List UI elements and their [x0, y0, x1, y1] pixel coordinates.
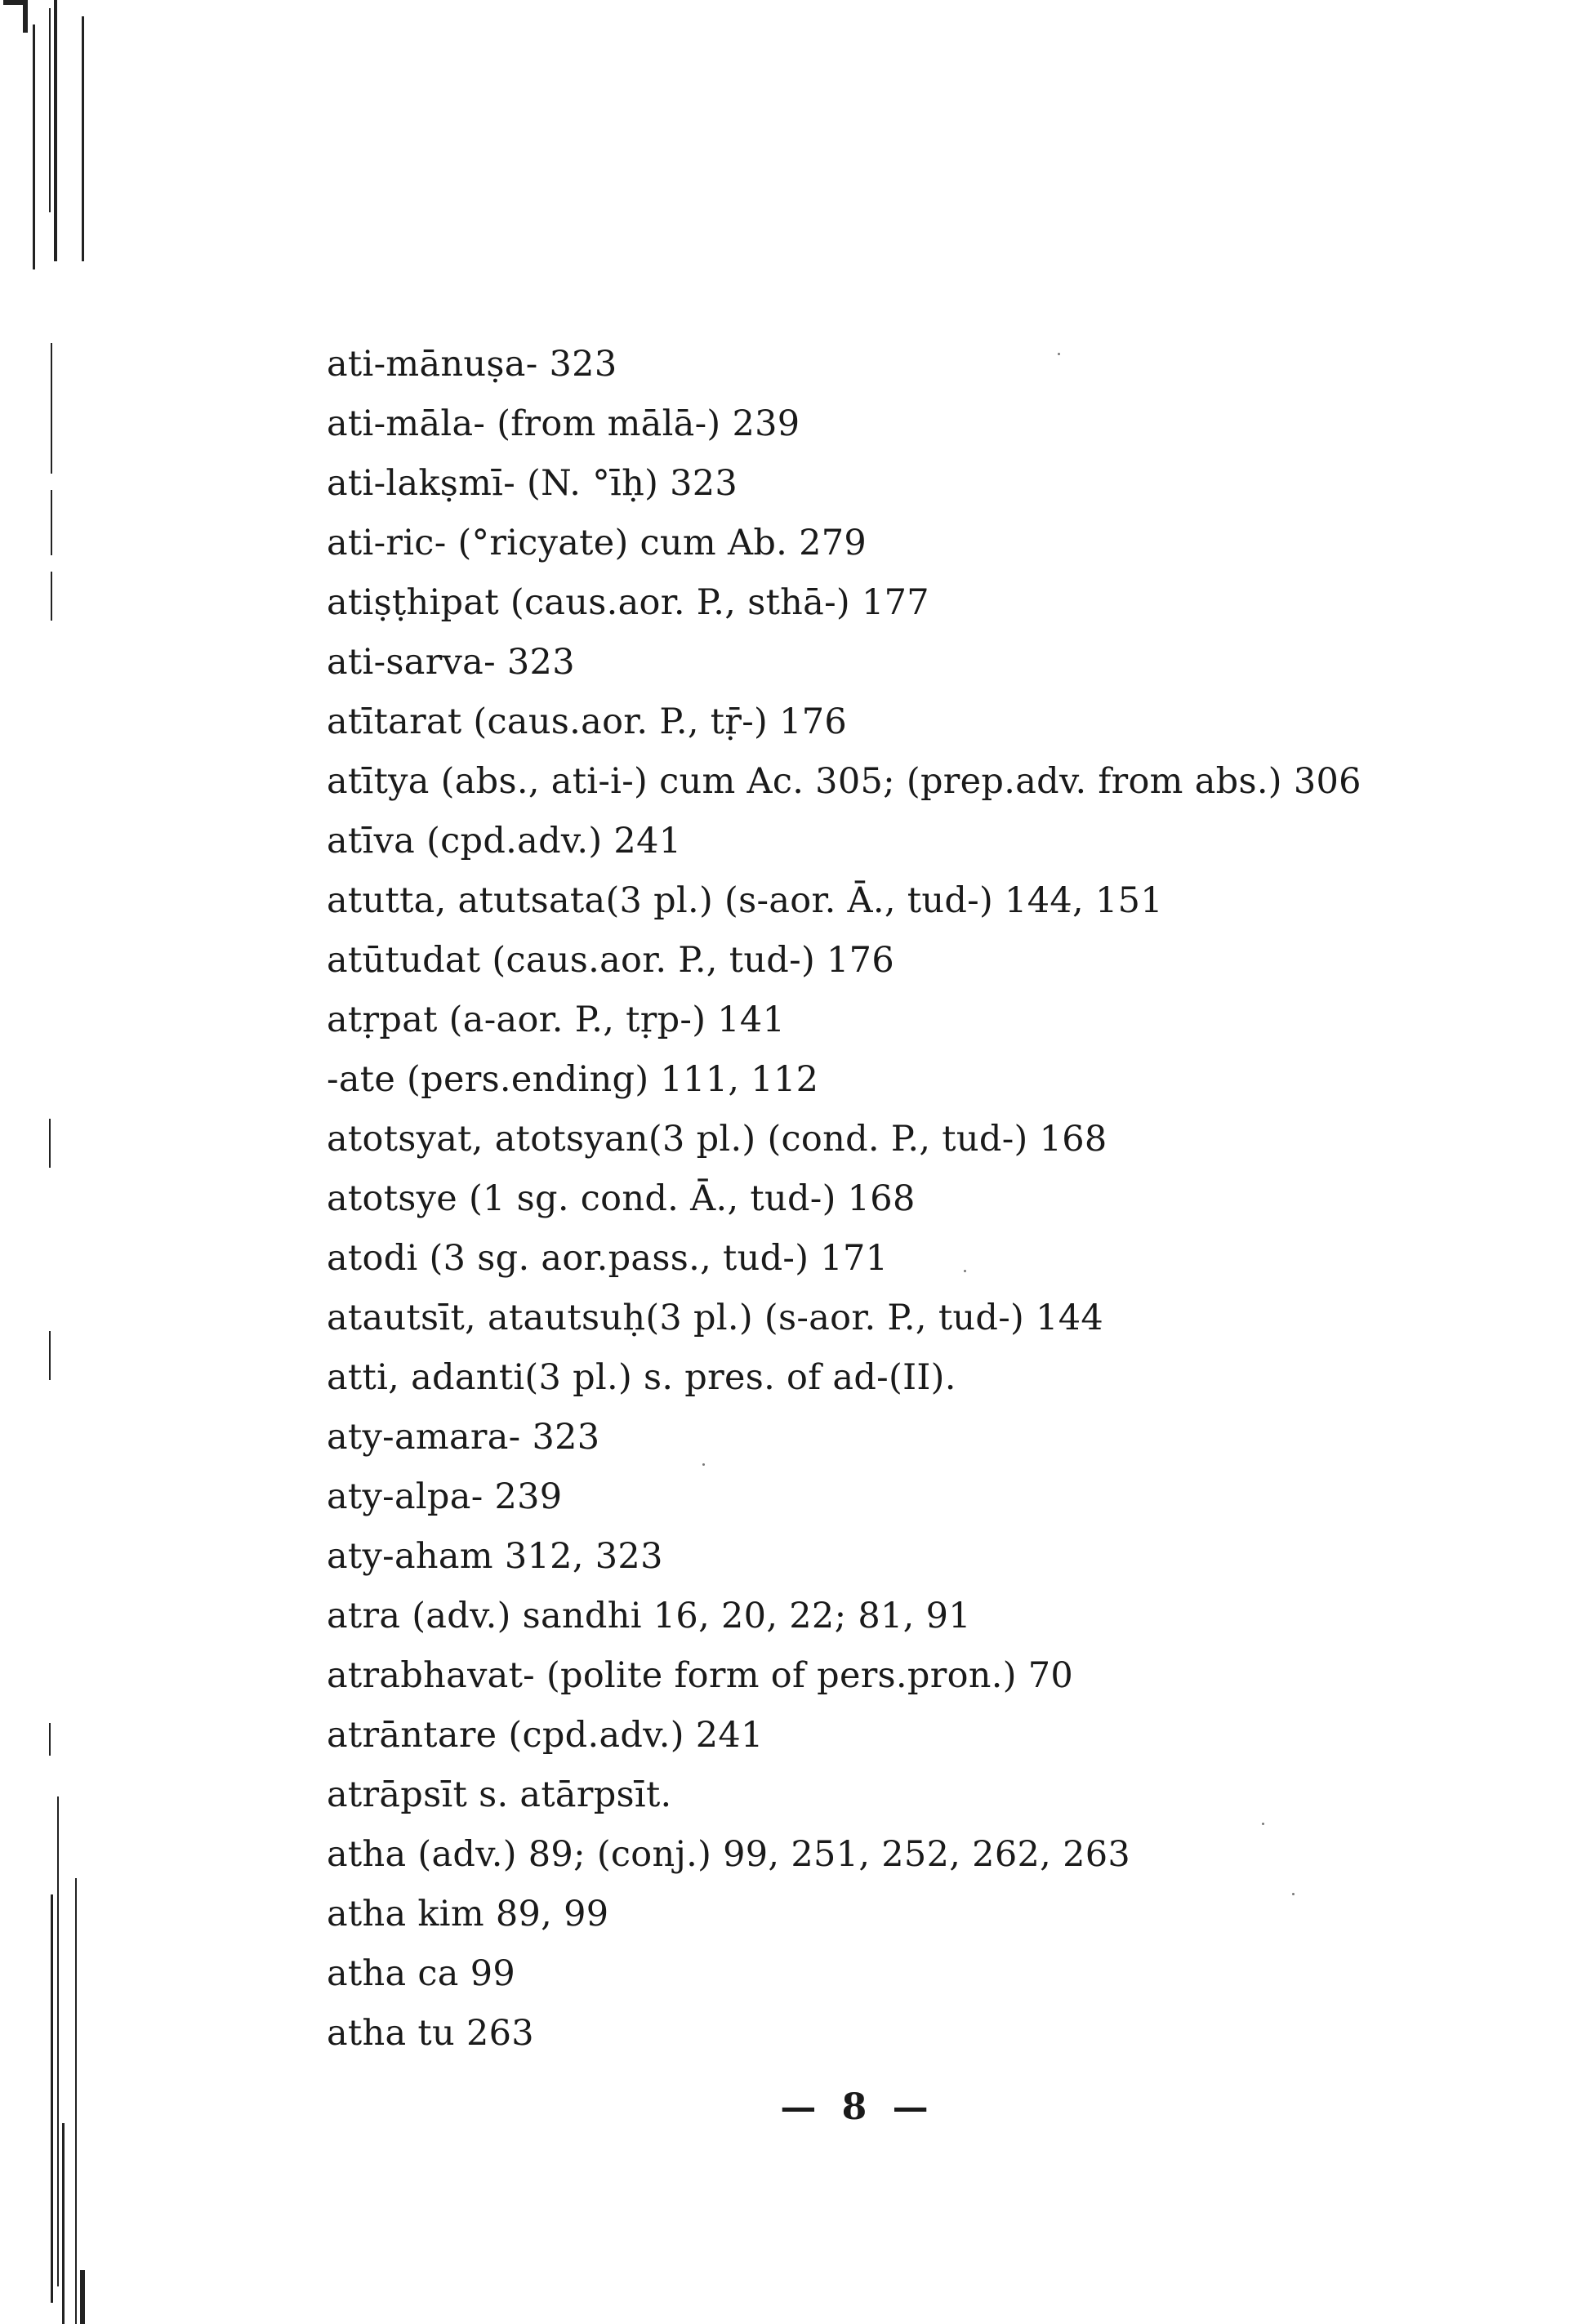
index-entry: atiṣṭhipat (caus.aor. P., sthā-) 177	[327, 582, 929, 623]
scan-speck	[964, 1270, 966, 1272]
scan-speck	[1262, 1823, 1264, 1825]
index-entry: ati-māla- (from mālā-) 239	[327, 403, 800, 444]
index-entry: atṛpat (a-aor. P., tṛp-) 141	[327, 999, 786, 1040]
index-entry: atautsīt, atautsuḥ(3 pl.) (s-aor. P., tud-) 144	[327, 1298, 1104, 1338]
index-entry: atodi (3 sg. aor.pass., tud-) 171	[327, 1238, 889, 1279]
index-entry: atti, adanti(3 pl.) s. pres. of ad-(II).	[327, 1357, 956, 1398]
index-entry: atha tu 263	[327, 2013, 534, 2054]
index-entry: atha ca 99	[327, 1953, 516, 1994]
index-entry: ati-mānuṣa- 323	[327, 344, 617, 385]
index-entry: atītarat (caus.aor. P., tṝ-) 176	[327, 701, 848, 742]
scan-speck	[702, 1463, 705, 1466]
binding-edge	[0, 0, 98, 2324]
index-entry: -ate (pers.ending) 111, 112	[327, 1059, 819, 1100]
index-entry: atrāntare (cpd.adv.) 241	[327, 1715, 764, 1756]
index-entry: atotsyat, atotsyan(3 pl.) (cond. P., tud-) 168	[327, 1119, 1107, 1160]
index-entry: atīva (cpd.adv.) 241	[327, 821, 682, 861]
index-entry: atītya (abs., ati-i-) cum Ac. 305; (prep.adv. from abs.) 306	[327, 761, 1361, 802]
index-entry: aty-amara- 323	[327, 1417, 600, 1458]
page-number: — 8 —	[780, 2086, 935, 2128]
scan-speck	[1292, 1893, 1295, 1895]
index-entry: aty-aham 312, 323	[327, 1536, 663, 1577]
index-entries	[327, 335, 1470, 2064]
index-entry: atotsye (1 sg. cond. Ā., tud-) 168	[327, 1178, 916, 1219]
index-entry: aty-alpa- 239	[327, 1476, 563, 1517]
index-entry: ati-lakṣmī- (N. °īḥ) 323	[327, 463, 738, 504]
index-entry: atha kim 89, 99	[327, 1894, 609, 1934]
index-entry: atrāpsīt s. atārpsīt.	[327, 1774, 672, 1815]
index-entry: atha (adv.) 89; (conj.) 99, 251, 252, 262, 263	[327, 1834, 1131, 1875]
index-entry: atrabhavat- (polite form of pers.pron.) 70	[327, 1655, 1074, 1696]
index-entry: atra (adv.) sandhi 16, 20, 22; 81, 91	[327, 1596, 971, 1636]
index-entry: ati-ric- (°ricyate) cum Ab. 279	[327, 523, 867, 563]
index-entry: ati-sarva- 323	[327, 642, 575, 683]
scan-speck	[1058, 353, 1060, 355]
index-entry: atutta, atutsata(3 pl.) (s-aor. Ā., tud-) 144, 151	[327, 880, 1163, 921]
index-entry: atūtudat (caus.aor. P., tud-) 176	[327, 940, 894, 981]
